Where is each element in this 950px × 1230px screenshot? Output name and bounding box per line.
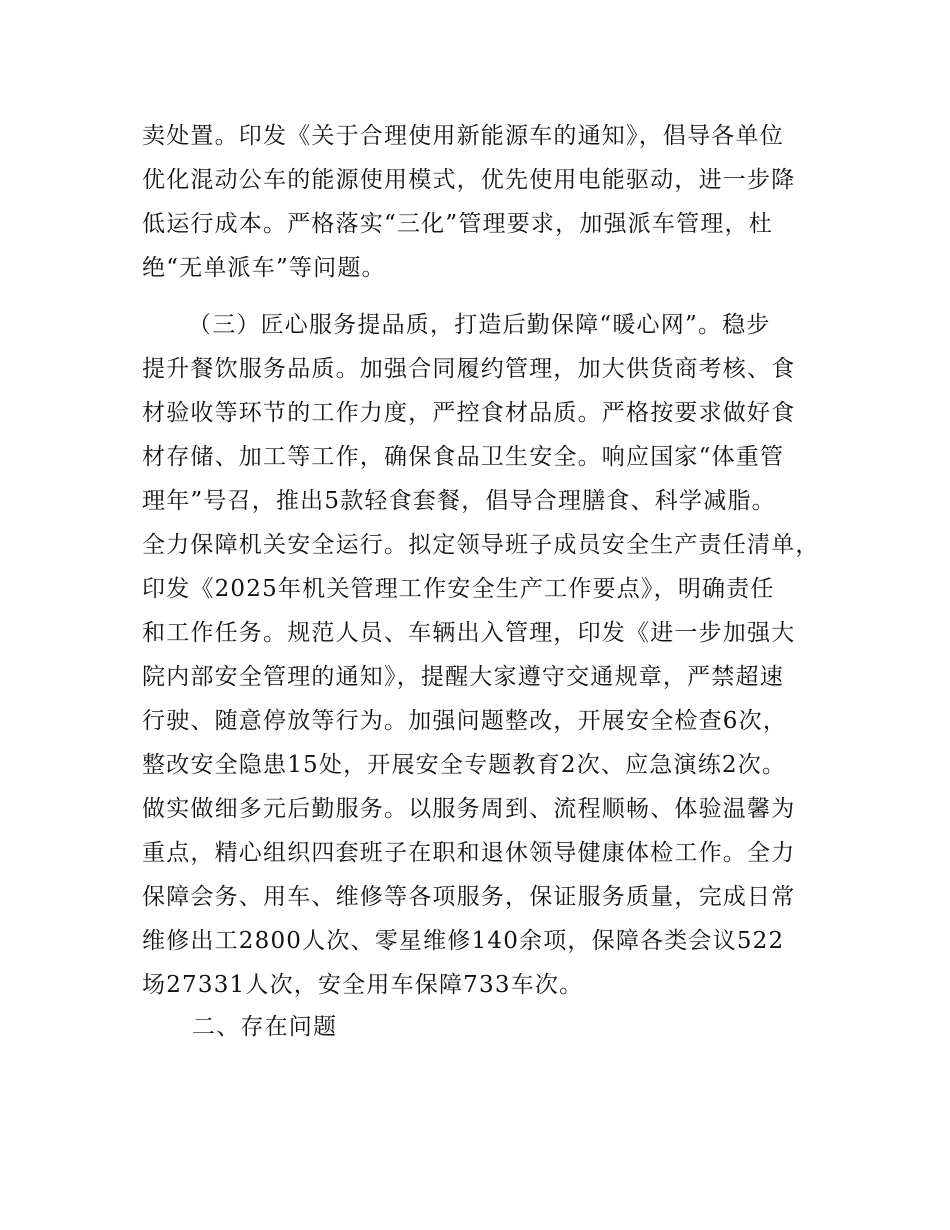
paragraph-line: 材存储、加工等工作，确保食品卫生安全。响应国家“体重管	[142, 444, 785, 470]
paragraph-line: 提升餐饮服务品质。加强合同履约管理，加大供货商考核、食	[142, 356, 796, 382]
section-heading: 二、存在问题	[192, 1014, 338, 1040]
paragraph-line: 材验收等环节的工作力度，严控食材品质。严格按要求做好食	[142, 400, 796, 426]
paragraph-line: 全力保障机关安全运行。拟定领导班子成员安全生产责任清单，	[142, 532, 820, 558]
paragraph-line: 低运行成本。严格落实“三化”管理要求，加强派车管理，杜	[142, 211, 773, 237]
paragraph-line: 院内部安全管理的通知》，提醒大家遵守交通规章，严禁超速	[142, 664, 784, 690]
paragraph-logistics-service	[142, 303, 822, 1007]
paragraph-line: 优化混动公车的能源使用模式，优先使用电能驱动，进一步降	[142, 167, 796, 193]
paragraph-line: 重点，精心组织四套班子在职和退休领导健康体检工作。全力	[142, 840, 796, 866]
paragraph-line: 绝“无单派车”等问题。	[142, 255, 386, 281]
section-heading-block	[142, 1005, 822, 1049]
paragraph-line: 整改安全隐患15处，开展安全专题教育2次、应急演练2次。	[142, 752, 787, 778]
paragraph-line: 保障会务、用车、维修等各项服务，保证服务质量，完成日常	[142, 884, 796, 910]
paragraph-line: （三）匠心服务提品质，打造后勤保障“暖心网”。稳步	[188, 312, 771, 338]
paragraph-line: 维修出工2800人次、零星维修140余项，保障各类会议522	[142, 928, 785, 954]
paragraph-line: 场27331人次，安全用车保障733车次。	[142, 972, 584, 998]
paragraph-line: 做实做细多元后勤服务。以服务周到、流程顺畅、体验温馨为	[142, 796, 796, 822]
paragraph-line: 行驶、随意停放等行为。加强问题整改，开展安全检查6次，	[142, 708, 788, 734]
paragraph-line: 印发《2025年机关管理工作安全生产工作要点》，明确责任	[142, 576, 775, 602]
paragraph-line: 和工作任务。规范人员、车辆出入管理，印发《进一步加强大	[142, 620, 796, 646]
paragraph-line: 理年”号召，推出5款轻食套餐，倡导合理膳食、科学减脂。	[142, 488, 776, 514]
paragraph-vehicle-management	[142, 114, 822, 290]
paragraph-line: 卖处置。印发《关于合理使用新能源车的通知》，倡导各单位	[142, 123, 784, 149]
